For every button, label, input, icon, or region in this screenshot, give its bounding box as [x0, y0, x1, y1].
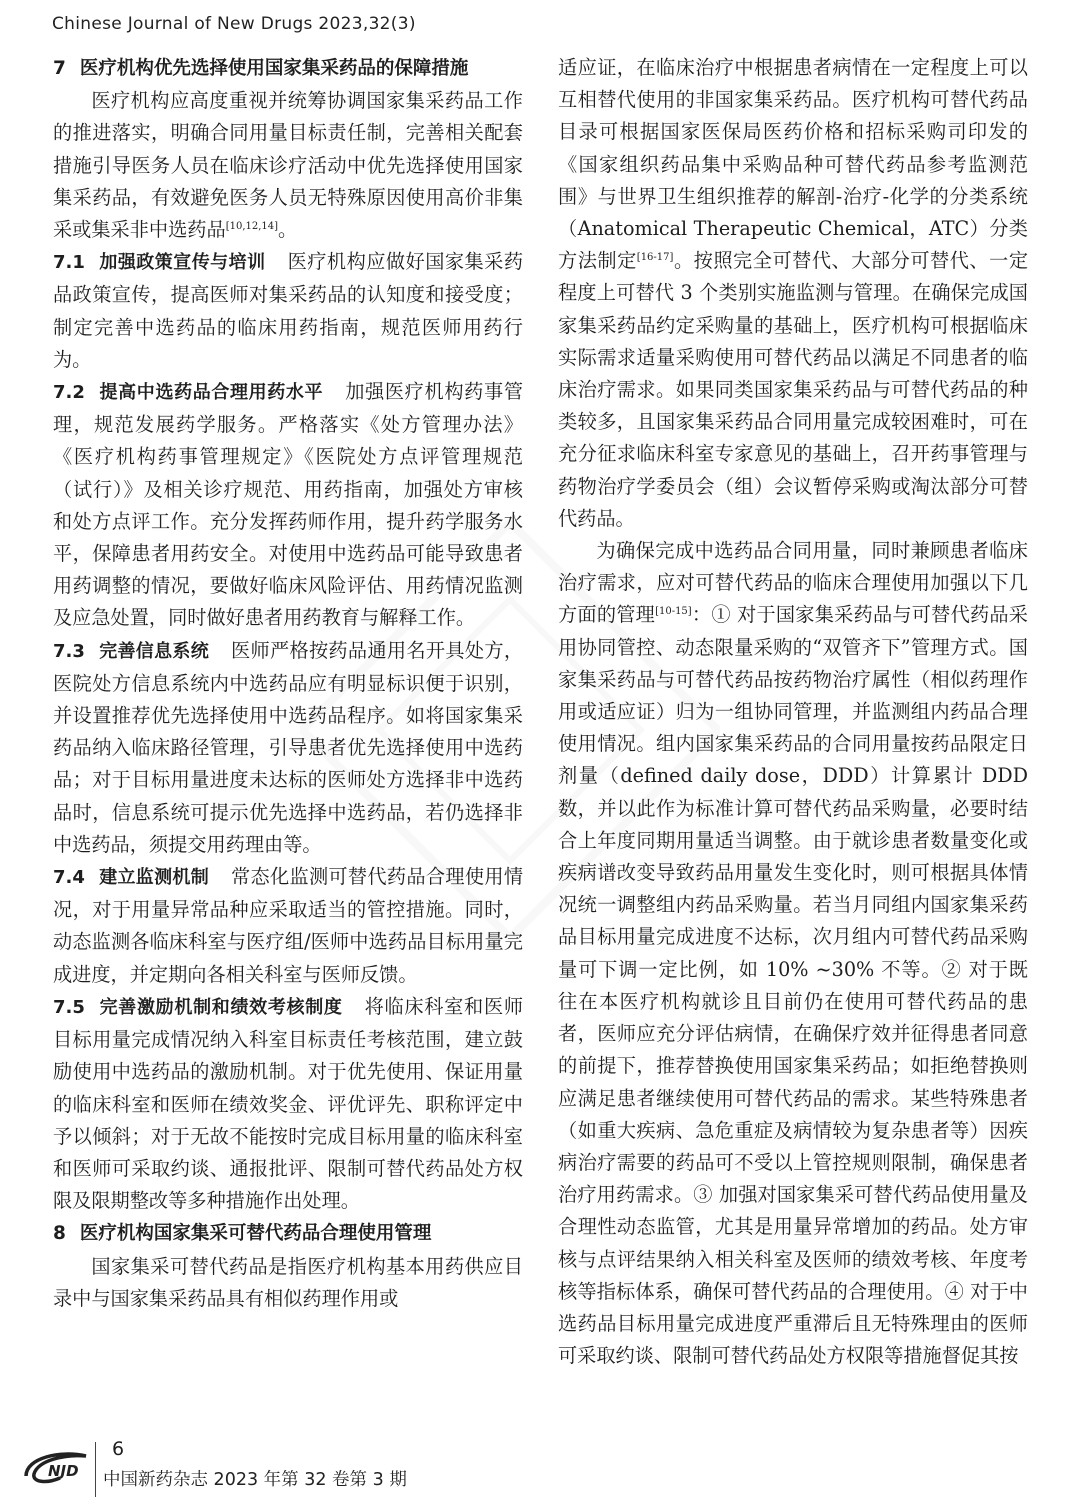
- journal-header: Chinese Journal of New Drugs 2023,32(3): [52, 14, 416, 34]
- section-7-5: [53, 991, 523, 1217]
- left-column: [53, 52, 523, 1315]
- section-8-heading: [53, 1217, 523, 1250]
- subsection-title: 完善激励机制和绩效考核制度: [98, 996, 343, 1018]
- subsection-body: 医师严格按药品通用名开具处方，医院处方信息系统内中选药品应有明显标识便于识别，并设置推荐优先选择使用中选药品程序。如将国家集采药品纳入临床路径管理，引导患者优先选择使用中选药品；对于目标用量进度未达标的医师处方选择非中选药品时，信息系统可提示优先选择中选药品，若仍选择非中选药品，须提交用药理由等。: [53, 638, 524, 856]
- subsection-number: 7.2: [53, 382, 85, 404]
- right-paragraph-2: [558, 535, 1028, 1372]
- citation-ref: [10-15]: [655, 606, 692, 618]
- paragraph-text: 适应证，在临床治疗中根据患者病情在一定程度上可以互相替代使用的非国家集采药品。医疗机构可替代药品目录可根据国家医保局医药价格和招标采购司印发的《国家组织药品集中采购品种可替代药品参考监测范围》与世界卫生组织推荐的解剖-治疗-化学的分类系统（Anatomical Therapeutic Chemical，ATC）分类方法制定: [558, 56, 1028, 273]
- section-7-4: [53, 861, 523, 991]
- section-7-3: [53, 635, 523, 861]
- subsection-body: 常态化监测可替代药品合理使用情况，对于用量异常品种应采取适当的管控措施。同时，动态监测各临床科室与医疗组/医师中选药品目标用量完成进度，并定期向各相关科室与医师反馈。: [53, 865, 524, 986]
- section-number: 8: [53, 1223, 66, 1245]
- subsection-title: 完善信息系统: [98, 640, 209, 662]
- subsection-title: 提高中选药品合理用药水平: [98, 382, 324, 404]
- section-7-heading: [53, 52, 523, 85]
- section-title: 医疗机构国家集采可替代药品合理使用管理: [79, 1223, 432, 1245]
- subsection-number: 7.1: [53, 252, 85, 274]
- citation-ref: [10,12,14]: [225, 221, 279, 233]
- citation-ref: [16-17]: [636, 252, 674, 264]
- subsection-body: 加强医疗机构药事管理，规范发展药学服务。严格落实《处方管理办法》《医疗机构药事管理规定》《医院处方点评管理规范（试行）》及相关诊疗规范、用药指南，加强处方审核和处方点评工作。充分发挥药师作用，提升药学服务水平，保障患者用药安全。对使用中选药品可能导致患者用药调整的情况，要做好临床风险评估、用药情况监测及应急处置，同时做好患者用药教育与解释工作。: [53, 380, 524, 630]
- section-number: 7: [53, 58, 66, 79]
- section-7-1: [53, 246, 523, 376]
- section-7-paragraph: [53, 85, 523, 246]
- paragraph-text: 为确保完成中选药品合同用量，同时兼顾患者临床治疗需求，应对可替代药品的临床合理使用加强以下几方面的管理: [558, 539, 1028, 627]
- section-7-2: [53, 376, 523, 635]
- section-title: 医疗机构优先选择使用国家集采药品的保障措施: [79, 58, 469, 79]
- svg-text:NJD: NJD: [48, 1462, 79, 1480]
- page-number: 6: [112, 1438, 125, 1460]
- subsection-number: 7.4: [53, 867, 85, 889]
- footer-journal-info: 中国新药杂志 2023 年第 32 卷第 3 期: [103, 1470, 407, 1490]
- subsection-number: 7.3: [53, 640, 85, 662]
- section-8-paragraph: 国家集采可替代药品是指医疗机构基本用药供应目录中与国家集采药品具有相似药理作用或: [53, 1254, 523, 1310]
- paragraph-text: 。按照完全可替代、大部分可替代、一定程度上可替代 3 个类别实施监测与管理。在确保完成国家集采药品约定采购量的基础上，医疗机构可根据临床实际需求适量采购使用可替代药品以满足不同患者的临床治疗需求。如果同类国家集采药品与可替代药品的种类较多，且国家集采药品合同用量完成较困难时，可在充分征求临床科室专家意见的基础上，召开药事管理与药物治疗学委员会（组）会议暂停采购或淘汰部分可替代药品。: [558, 249, 1029, 530]
- subsection-body: 将临床科室和医师目标用量完成情况纳入科室目标责任考核范围，建立鼓励使用中选药品的激励机制。对于优先使用、保证用量的临床科室和医师在绩效奖金、评优评先、职称评定中予以倾斜；对于无故不能按时完成目标用量的临床科室和医师可采取约谈、通报批评、限制可替代药品处方权限及限期整改等多种措施作出处理。: [53, 994, 524, 1213]
- right-paragraph-1: [558, 52, 1028, 535]
- footer-divider: [95, 1442, 96, 1497]
- subsection-number: 7.5: [53, 996, 85, 1018]
- subsection-title: 加强政策宣传与培训: [98, 252, 266, 274]
- paragraph-text: ：① 对于国家集采药品与可替代药品采用协同管控、动态限量采购的“双管齐下”管理方式。国家集采药品与可替代药品按药物治疗属性（相似药理作用或适应证）归为一组协同管理，并监测组内药品合理使用情况。组内国家集采药品的合同用量按药品限定日剂量（defined daily dose，DDD）计算累计 DDD 数，并以此作为标准计算可替代药品采购量，必要时结合上年度同期用量适当调整。由于就诊患者数量变化或疾病谱改变导致药品用量发生变化时，则可根据具体情况统一调整组内药品采购量。若当月同组内国家集采药品目标用量完成进度不达标，次月组内可替代药品采购量可下调一定比例，如 10% ~30% 不等。② 对于既往在本医疗机构就诊且目前仍在使用可替代药品的患者，医师应充分评估病情，在确保疗效并征得患者同意的前提下，推荐替换使用国家集采药品；如拒绝替换则应满足患者继续使用可替代药品的需求。某些特殊患者（如重大疾病、急危重症及病情较为复杂患者等）因疾病治疗需要的药品可不受以上管控规则限制，确保患者治疗用药需求。③ 加强对国家集采可替代药品使用量及合理性动态监管，尤其是用量异常增加的药品。处方审核与点评结果纳入相关科室及医师的绩效考核、年度考核等指标体系，确保可替代药品的合理使用。④ 对于中选药品目标用量完成进度严重滞后且无特殊理由的医师可采取约谈、限制可替代药品处方权限等措施督促其按: [558, 603, 1028, 1368]
- page-footer: [0, 1436, 1080, 1510]
- right-column: [558, 52, 1028, 1372]
- paragraph-end: 。: [278, 218, 298, 242]
- subsection-title: 建立监测机制: [98, 867, 209, 889]
- subsection-body: 医疗机构应做好国家集采药品政策宣传，提高医师对集采药品的认知度和接受度；制定完善中选药品的临床用药指南，规范医师用药行为。: [53, 250, 524, 371]
- paragraph-text: 医疗机构应高度重视并统筹协调国家集采药品工作的推进落实，明确合同用量目标责任制，完善相关配套措施引导医务人员在临床诊疗活动中优先选择使用国家集采药品，有效避免医务人员无特殊原因使用高价非集采或集采非中选药品: [53, 89, 523, 242]
- journal-logo-icon: [20, 1446, 92, 1490]
